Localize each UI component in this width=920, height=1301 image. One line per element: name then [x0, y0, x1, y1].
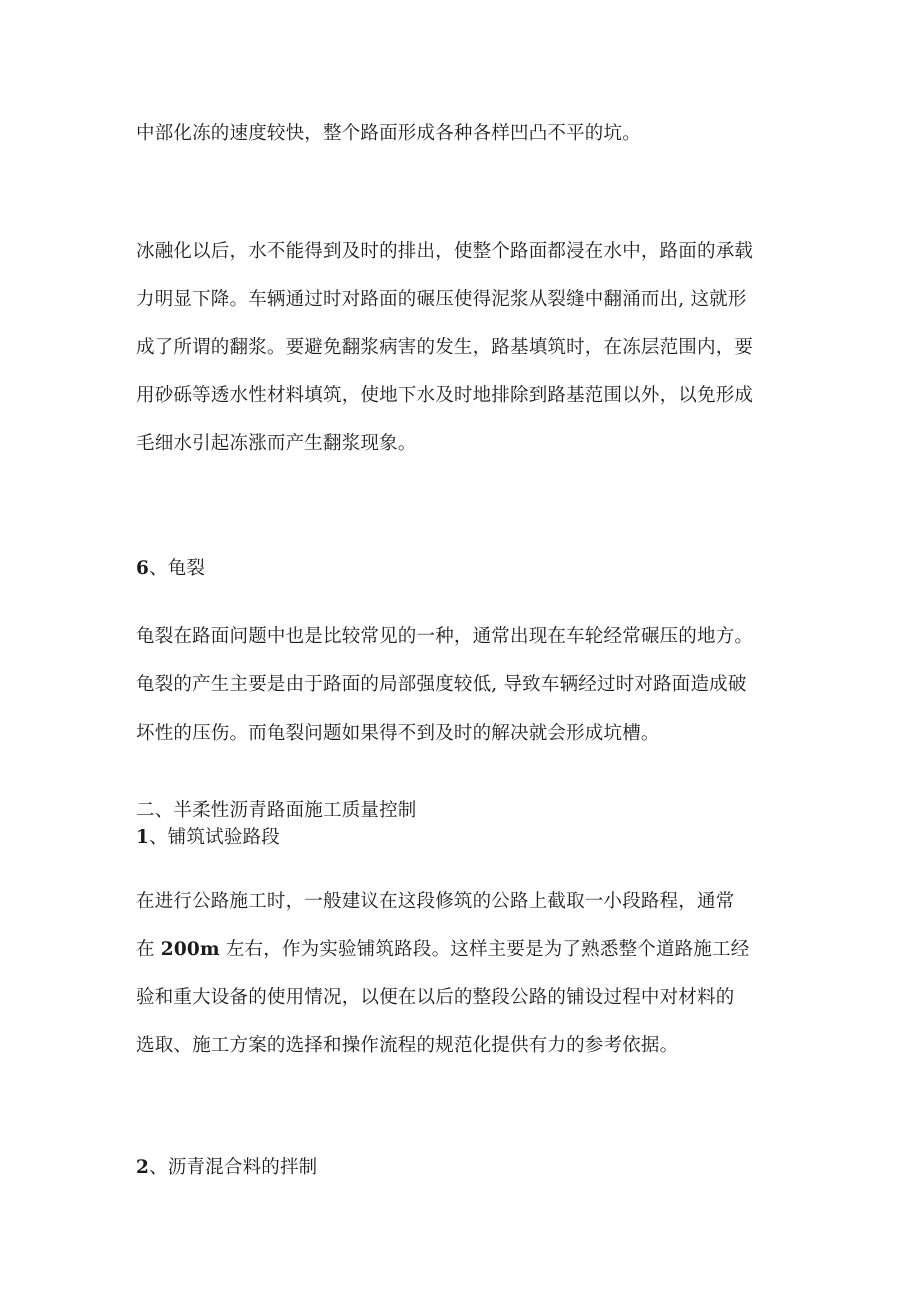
paragraph-line: 在进行公路施工时，一般建议在这段修筑的公路上截取一小段路程，通常 — [136, 891, 735, 912]
heading-text: 、铺筑试验路段 — [149, 827, 280, 848]
paragraph-line: 力明显下降。车辆通过时对路面的碾压使得泥浆从裂缝中翻涌而出, 这就形 — [136, 289, 747, 310]
paragraph-line: 龟裂在路面问题中也是比较常见的一种，通常出现在车轮经常碾压的地方。 — [136, 626, 754, 647]
heading-crack — [136, 557, 205, 581]
heading-text: 、龟裂 — [149, 558, 206, 579]
heading-number: 6 — [136, 558, 150, 579]
paragraph-line: 选取、施工方案的选择和操作流程的规范化提供有力的参考依据。 — [136, 1035, 679, 1056]
paragraph-line: 成了所谓的翻浆。要避免翻浆病害的发生，路基填筑时，在冻层范围内，要 — [136, 337, 754, 358]
heading-trial-section — [136, 826, 280, 850]
paragraph-line: 龟裂的产生主要是由于路面的局部强度较低, 导致车辆经过时对路面造成破 — [136, 674, 747, 695]
heading-number: 1 — [136, 827, 150, 848]
paragraph-line — [136, 938, 749, 962]
text-segment: 在 — [136, 939, 161, 960]
paragraph-line: 毛细水引起冻涨而产生翻浆现象。 — [136, 433, 417, 454]
text-segment: 左右，作为实验铺筑路段。这样主要是为了熟悉整个道路施工经 — [219, 939, 750, 960]
heading-asphalt-mixing — [136, 1156, 317, 1180]
paragraph-line: 坏性的压伤。而龟裂问题如果得不到及时的解决就会形成坑槽。 — [136, 723, 660, 744]
heading-number: 2 — [136, 1157, 150, 1178]
distance-value: 200m — [160, 939, 220, 960]
section-title: 二、半柔性沥青路面施工质量控制 — [136, 800, 417, 821]
paragraph-line: 冰融化以后，水不能得到及时的排出，使整个路面都浸在水中，路面的承载 — [136, 241, 754, 262]
heading-text: 、沥青混合料的拌制 — [149, 1157, 318, 1178]
paragraph-line: 中部化冻的速度较快，整个路面形成各种各样凹凸不平的坑。 — [136, 123, 641, 144]
paragraph-line: 验和重大设备的使用情况，以便在以后的整段公路的铺设过程中对材料的 — [136, 987, 735, 1008]
paragraph-line: 用砂砾等透水性材料填筑，使地下水及时地排除到路基范围以外，以免形成 — [136, 385, 754, 406]
